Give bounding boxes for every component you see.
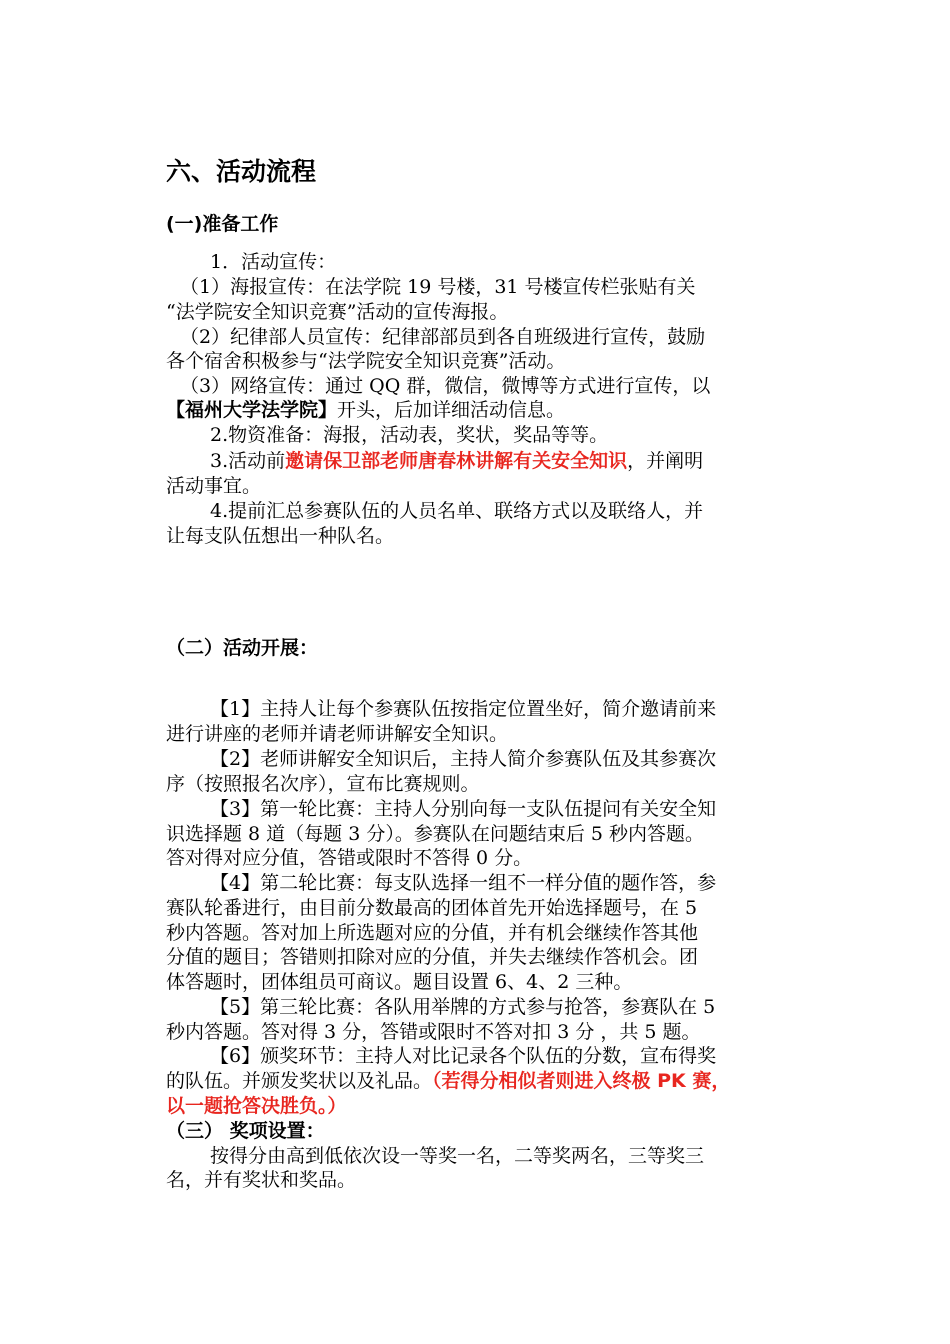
sec1-item4-line1: 4.提前汇总参赛队伍的人员名单、联络方式以及联络人，并: [210, 500, 704, 522]
sec2-s1-line2: 进行讲座的老师并请老师讲解安全知识。: [166, 723, 509, 745]
section-heading: 六、活动流程: [166, 157, 317, 186]
sec1-item3-line1: 3.活动前邀请保卫部老师唐春林讲解有关安全知识，并阐明: [210, 450, 704, 472]
sec3-line2: 名，并有奖状和奖品。: [166, 1169, 357, 1191]
sec2-s3-line3: 答对得对应分值，答错或限时不答得 0 分。: [166, 847, 533, 869]
sec1-item1: 1．活动宣传：: [210, 251, 337, 273]
highlight-red-pk: （若得分相似者则进入终极 PK 赛，: [432, 1070, 731, 1092]
sec1-item2: 2.物资准备：海报，活动表，奖状，奖品等等。: [210, 424, 609, 446]
sec2-s4-line4: 分值的题目；答错则扣除对应的分值，并失去继续作答机会。团: [166, 946, 699, 968]
sec2-s6-line3: 以一题抢答决胜负。）: [166, 1095, 347, 1117]
sec2-s4-line1: 【4】第二轮比赛：每支队选择一组不一样分值的题作答，参: [210, 872, 717, 894]
sec2-s5-line1: 【5】第三轮比赛：各队用举牌的方式参与抢答，参赛队在 5: [210, 996, 716, 1018]
bold-school-name: 【福州大学法学院】: [166, 399, 338, 421]
sec2-s2-line1: 【2】老师讲解安全知识后，主持人简介参赛队伍及其参赛次: [210, 748, 717, 770]
sec1-item3-line2: 活动事宜。: [166, 475, 262, 497]
sec1-p2-line1: （2）纪律部人员宣传：纪律部部员到各自班级进行宣传，鼓励: [180, 326, 706, 348]
highlight-red: 邀请保卫部老师唐春林讲解有关安全知识: [285, 450, 628, 472]
sec1-p3-line1: （3）网络宣传：通过 QQ 群，微信，微博等方式进行宣传，以: [180, 375, 711, 397]
sec1-title: (一)准备工作: [166, 213, 279, 235]
sec2-s4-line2: 赛队轮番进行，由目前分数最高的团体首先开始选择题号，在 5: [166, 897, 698, 919]
sec2-s5-line2: 秒内答题。答对得 3 分，答错或限时不答对扣 3 分 ，共 5 题。: [166, 1021, 701, 1043]
sec3-title: （三） 奖项设置：: [166, 1120, 325, 1142]
sec1-item4-line2: 让每支队伍想出一种队名。: [166, 525, 395, 547]
sec1-p1-line2: “法学院安全知识竞赛”活动的宣传海报。: [166, 301, 509, 323]
sec2-s6-line1: 【6】颁奖环节：主持人对比记录各个队伍的分数，宣布得奖: [210, 1045, 717, 1067]
sec1-p1-line1: （1）海报宣传：在法学院 19 号楼，31 号楼宣传栏张贴有关: [180, 276, 696, 298]
sec2-s4-line3: 秒内答题。答对加上所选题对应的分值，并有机会继续作答其他: [166, 922, 699, 944]
sec2-s6-line2: 的队伍。并颁发奖状以及礼品。（若得分相似者则进入终极 PK 赛，: [166, 1070, 731, 1092]
sec2-s2-line2: 序（按照报名次序），宣布比赛规则。: [166, 773, 480, 795]
sec2-s3-line1: 【3】第一轮比赛：主持人分别向每一支队伍提问有关安全知: [210, 798, 717, 820]
sec1-p2-line2: 各个宿舍积极参与“法学院安全知识竞赛”活动。: [166, 350, 566, 372]
sec2-s3-line2: 识选择题 8 道（每题 3 分）。参赛队在问题结束后 5 秒内答题。: [166, 823, 705, 845]
sec2-title: （二）活动开展：: [166, 637, 319, 659]
sec1-p3-line2: 【福州大学法学院】开头，后加详细活动信息。: [166, 399, 566, 421]
sec2-s1-line1: 【1】主持人让每个参赛队伍按指定位置坐好，简介邀请前来: [210, 698, 717, 720]
sec2-s4-line5: 体答题时，团体组员可商议。题目设置 6、4、2 三种。: [166, 971, 633, 993]
sec3-line1: 按得分由高到低依次设一等奖一名，二等奖两名，三等奖三: [210, 1145, 705, 1167]
